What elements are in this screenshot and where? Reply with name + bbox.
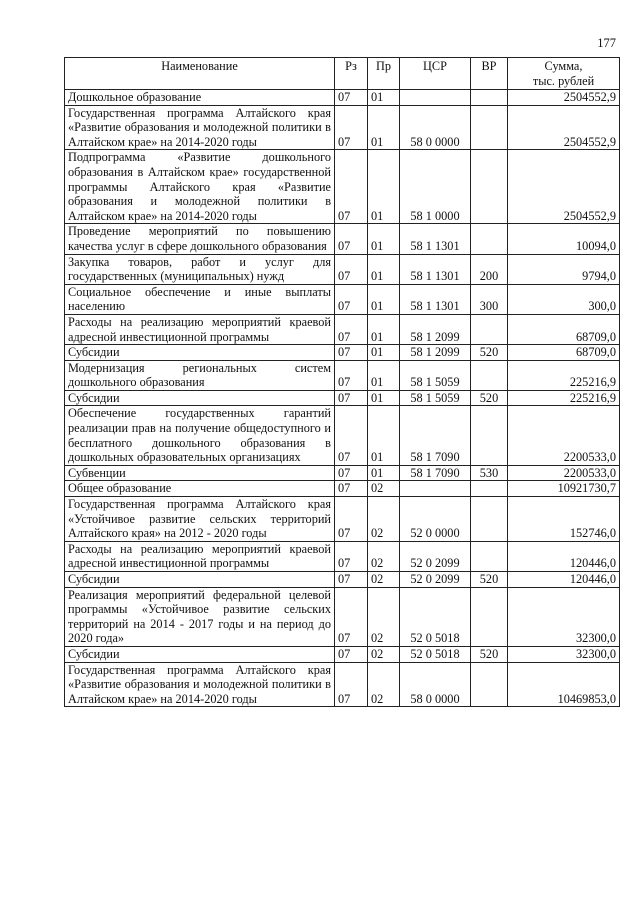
cell-name: Государственная программа Алтайского края «Развитие образования и молодежной политики в Алтайском крае» на 2014-2020 годы bbox=[65, 662, 335, 707]
cell-name: Субвенции bbox=[65, 465, 335, 481]
cell-vr: 520 bbox=[471, 572, 508, 588]
cell-csr: 52 0 2099 bbox=[400, 572, 471, 588]
cell-pr: 01 bbox=[368, 90, 400, 106]
cell-sum: 2200533,0 bbox=[508, 465, 620, 481]
cell-sum: 10469853,0 bbox=[508, 662, 620, 707]
header-sum-line2: тыс. рублей bbox=[532, 73, 595, 88]
cell-rz: 07 bbox=[335, 360, 368, 390]
cell-csr: 58 1 1301 bbox=[400, 224, 471, 254]
cell-csr: 58 1 7090 bbox=[400, 406, 471, 465]
budget-table bbox=[64, 57, 620, 707]
cell-pr: 02 bbox=[368, 541, 400, 571]
cell-sum: 32300,0 bbox=[508, 646, 620, 662]
table-header-row bbox=[65, 58, 620, 90]
cell-rz: 07 bbox=[335, 105, 368, 150]
cell-name: Субсидии bbox=[65, 646, 335, 662]
cell-name: Субсидии bbox=[65, 345, 335, 361]
cell-vr: 520 bbox=[471, 345, 508, 361]
cell-pr: 01 bbox=[368, 150, 400, 224]
cell-pr: 01 bbox=[368, 254, 400, 284]
cell-pr: 02 bbox=[368, 587, 400, 646]
header-vr: ВР bbox=[471, 58, 508, 90]
cell-pr: 01 bbox=[368, 345, 400, 361]
cell-rz: 07 bbox=[335, 390, 368, 406]
table-row bbox=[65, 314, 620, 344]
cell-name: Государственная программа Алтайского края «Устойчивое развитие сельских территорий Алтайского края» на 2012 - 2020 годы bbox=[65, 497, 335, 542]
page-number: 177 bbox=[597, 36, 616, 50]
cell-vr: 300 bbox=[471, 284, 508, 314]
cell-sum: 120446,0 bbox=[508, 572, 620, 588]
cell-pr: 02 bbox=[368, 481, 400, 497]
cell-csr: 58 1 2099 bbox=[400, 314, 471, 344]
cell-sum: 2504552,9 bbox=[508, 105, 620, 150]
cell-vr bbox=[471, 541, 508, 571]
header-pr: Пр bbox=[368, 58, 400, 90]
cell-sum: 32300,0 bbox=[508, 587, 620, 646]
cell-rz: 07 bbox=[335, 572, 368, 588]
cell-vr: 520 bbox=[471, 390, 508, 406]
cell-pr: 01 bbox=[368, 465, 400, 481]
cell-vr bbox=[471, 105, 508, 150]
cell-vr bbox=[471, 662, 508, 707]
table-row bbox=[65, 465, 620, 481]
table-row bbox=[65, 662, 620, 707]
cell-pr: 01 bbox=[368, 284, 400, 314]
cell-name: Проведение мероприятий по повышению качества услуг в сфере дошкольного образования bbox=[65, 224, 335, 254]
cell-csr: 58 0 0000 bbox=[400, 105, 471, 150]
table-row bbox=[65, 284, 620, 314]
cell-rz: 07 bbox=[335, 224, 368, 254]
cell-csr: 52 0 2099 bbox=[400, 541, 471, 571]
cell-csr: 52 0 5018 bbox=[400, 587, 471, 646]
cell-pr: 01 bbox=[368, 224, 400, 254]
header-rz: Рз bbox=[335, 58, 368, 90]
cell-pr: 02 bbox=[368, 497, 400, 542]
cell-rz: 07 bbox=[335, 150, 368, 224]
cell-name: Закупка товаров, работ и услуг для государственных (муниципальных) нужд bbox=[65, 254, 335, 284]
cell-vr bbox=[471, 406, 508, 465]
cell-csr: 58 1 7090 bbox=[400, 465, 471, 481]
cell-pr: 01 bbox=[368, 360, 400, 390]
cell-sum: 10921730,7 bbox=[508, 481, 620, 497]
cell-vr: 530 bbox=[471, 465, 508, 481]
table-row bbox=[65, 481, 620, 497]
cell-name: Реализация мероприятий федеральной целевой программы «Устойчивое развитие сельских территорий на 2014 - 2017 годы и на период до 2020 года» bbox=[65, 587, 335, 646]
cell-pr: 01 bbox=[368, 406, 400, 465]
cell-pr: 02 bbox=[368, 572, 400, 588]
table-row bbox=[65, 572, 620, 588]
cell-csr: 58 1 5059 bbox=[400, 360, 471, 390]
cell-csr: 58 1 0000 bbox=[400, 150, 471, 224]
cell-name: Социальное обеспечение и иные выплаты населению bbox=[65, 284, 335, 314]
cell-csr bbox=[400, 481, 471, 497]
table-row bbox=[65, 254, 620, 284]
header-name: Наименование bbox=[65, 58, 335, 90]
cell-sum: 2200533,0 bbox=[508, 406, 620, 465]
cell-name: Субсидии bbox=[65, 390, 335, 406]
cell-pr: 02 bbox=[368, 662, 400, 707]
cell-rz: 07 bbox=[335, 90, 368, 106]
cell-vr: 200 bbox=[471, 254, 508, 284]
table-row bbox=[65, 541, 620, 571]
cell-csr: 58 0 0000 bbox=[400, 662, 471, 707]
table-row bbox=[65, 646, 620, 662]
cell-rz: 07 bbox=[335, 406, 368, 465]
cell-csr bbox=[400, 90, 471, 106]
cell-name: Расходы на реализацию мероприятий краевой адресной инвестиционной программы bbox=[65, 314, 335, 344]
cell-rz: 07 bbox=[335, 481, 368, 497]
table-row bbox=[65, 90, 620, 106]
cell-sum: 2504552,9 bbox=[508, 150, 620, 224]
cell-vr bbox=[471, 587, 508, 646]
table-row bbox=[65, 345, 620, 361]
cell-rz: 07 bbox=[335, 541, 368, 571]
cell-sum: 225216,9 bbox=[508, 360, 620, 390]
cell-vr bbox=[471, 314, 508, 344]
cell-sum: 300,0 bbox=[508, 284, 620, 314]
cell-sum: 120446,0 bbox=[508, 541, 620, 571]
cell-csr: 58 1 5059 bbox=[400, 390, 471, 406]
cell-sum: 152746,0 bbox=[508, 497, 620, 542]
cell-vr: 520 bbox=[471, 646, 508, 662]
cell-sum: 68709,0 bbox=[508, 345, 620, 361]
cell-name: Общее образование bbox=[65, 481, 335, 497]
cell-rz: 07 bbox=[335, 345, 368, 361]
cell-csr: 52 0 0000 bbox=[400, 497, 471, 542]
cell-pr: 02 bbox=[368, 646, 400, 662]
cell-name: Субсидии bbox=[65, 572, 335, 588]
cell-name: Подпрограмма «Развитие дошкольного образования в Алтайском крае» государственной программы Алтайского края «Развитие образования и молодежной политики в Алтайском крае» на 2014-2020 годы bbox=[65, 150, 335, 224]
cell-rz: 07 bbox=[335, 465, 368, 481]
cell-pr: 01 bbox=[368, 105, 400, 150]
cell-vr bbox=[471, 90, 508, 106]
cell-pr: 01 bbox=[368, 314, 400, 344]
cell-pr: 01 bbox=[368, 390, 400, 406]
table-row bbox=[65, 587, 620, 646]
table-row bbox=[65, 224, 620, 254]
cell-csr: 58 1 2099 bbox=[400, 345, 471, 361]
cell-rz: 07 bbox=[335, 646, 368, 662]
cell-vr bbox=[471, 497, 508, 542]
table-row bbox=[65, 360, 620, 390]
cell-vr bbox=[471, 150, 508, 224]
cell-vr bbox=[471, 224, 508, 254]
cell-sum: 9794,0 bbox=[508, 254, 620, 284]
cell-rz: 07 bbox=[335, 284, 368, 314]
cell-csr: 58 1 1301 bbox=[400, 254, 471, 284]
cell-rz: 07 bbox=[335, 662, 368, 707]
cell-rz: 07 bbox=[335, 314, 368, 344]
cell-name: Обеспечение государственных гарантий реализации прав на получение общедоступного и бесплатного дошкольного образования в дошкольных образовательных организациях bbox=[65, 406, 335, 465]
cell-name: Дошкольное образование bbox=[65, 90, 335, 106]
cell-name: Модернизация региональных систем дошкольного образования bbox=[65, 360, 335, 390]
table-row bbox=[65, 406, 620, 465]
cell-vr bbox=[471, 360, 508, 390]
cell-csr: 58 1 1301 bbox=[400, 284, 471, 314]
cell-csr: 52 0 5018 bbox=[400, 646, 471, 662]
cell-sum: 68709,0 bbox=[508, 314, 620, 344]
cell-sum: 10094,0 bbox=[508, 224, 620, 254]
table-row bbox=[65, 105, 620, 150]
table-row bbox=[65, 150, 620, 224]
table-row bbox=[65, 390, 620, 406]
table-row bbox=[65, 497, 620, 542]
cell-rz: 07 bbox=[335, 587, 368, 646]
cell-name: Государственная программа Алтайского края «Развитие образования и молодежной политики в Алтайском крае» на 2014-2020 годы bbox=[65, 105, 335, 150]
cell-vr bbox=[471, 481, 508, 497]
header-sum-line1: Сумма, bbox=[544, 59, 583, 73]
cell-name: Расходы на реализацию мероприятий краевой адресной инвестиционной программы bbox=[65, 541, 335, 571]
header-sum bbox=[508, 58, 620, 90]
cell-sum: 225216,9 bbox=[508, 390, 620, 406]
cell-sum: 2504552,9 bbox=[508, 90, 620, 106]
cell-rz: 07 bbox=[335, 497, 368, 542]
header-csr: ЦСР bbox=[400, 58, 471, 90]
cell-rz: 07 bbox=[335, 254, 368, 284]
